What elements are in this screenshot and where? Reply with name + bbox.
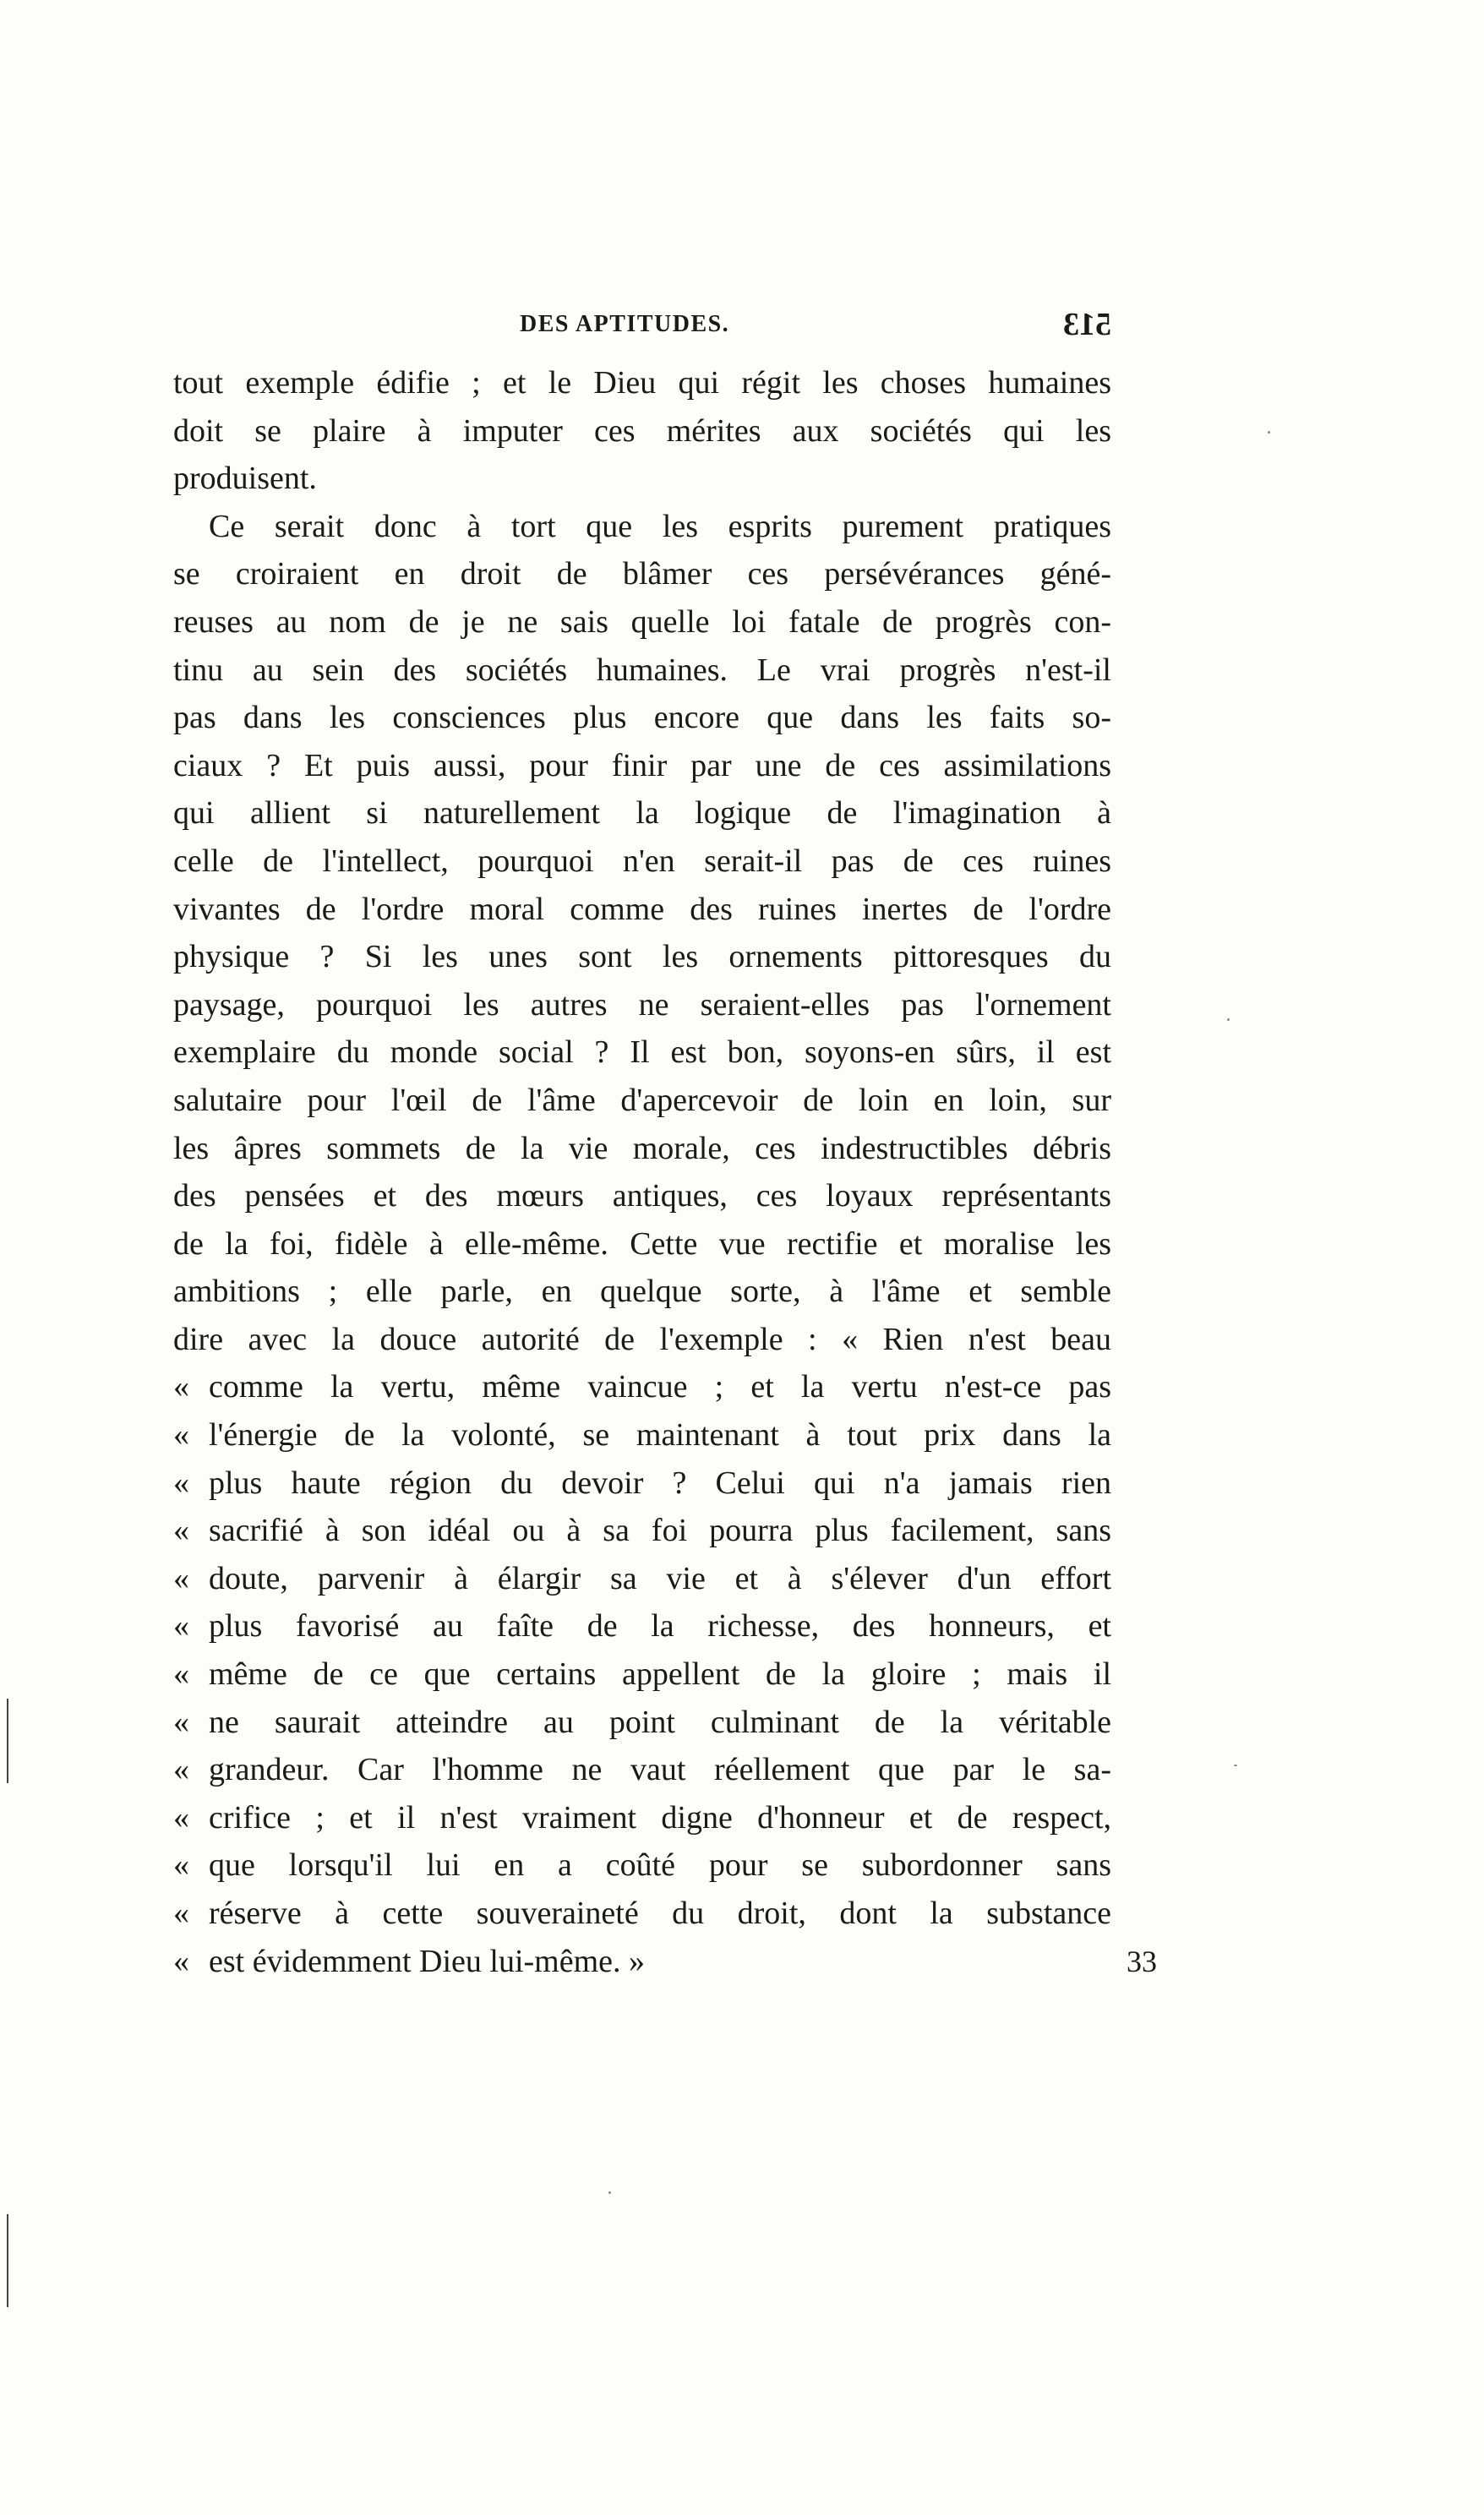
quoted-line [173,1459,1111,1508]
scan-speck [1268,431,1270,434]
text-line: se croiraient en droit de blâmer ces persévérances géné- [173,556,1111,592]
page-header [173,306,1111,348]
scan-edge-mark [7,1699,8,1783]
text-line: ambitions ; elle parle, en quelque sorte, à l'âme et semble [173,1274,1111,1310]
text-line: les âpres sommets de la vie morale, ces indestructibles débris [173,1130,1111,1166]
final-line [173,1938,1157,1986]
text-line: qui allient si naturellement la logique de l'imagination à [173,795,1111,832]
quote-mark: « [173,1799,189,1836]
scan-speck [1227,1018,1230,1021]
text-line: reuses au nom de je ne sais quelle loi fatale de progrès con- [173,603,1111,640]
scan-speck [1234,1765,1237,1766]
quoted-line [173,1363,1111,1411]
final-line-text: est évidemment Dieu lui-même. » [209,1943,646,1979]
quoted-line [173,1555,1111,1603]
quoted-line-text: l'énergie de la volonté, se maintenant à tout prix dans la [209,1417,1111,1454]
quote-mark: « [173,1465,189,1501]
quoted-line-text: réserve à cette souveraineté du droit, dont la substance [209,1896,1111,1931]
scan-edge-mark [7,2214,8,2307]
quoted-line [173,1794,1111,1842]
quoted-line-text: crifice ; et il n'est vraiment digne d'honneur et de respect, [209,1799,1111,1836]
quote-mark: « [173,1752,189,1788]
text-line: produisent. [173,461,317,497]
quotation-lines [173,1363,1111,1937]
quoted-line [173,1507,1111,1555]
quoted-line-text: sacrifié à son idéal ou à sa foi pourra plus facilement, sans [209,1513,1111,1549]
text-line: tout exemple édifie ; et le Dieu qui régit les choses humaines [173,365,1111,401]
text-line: ciaux ? Et puis aussi, pour finir par une de ces assimilations [173,747,1111,783]
quote-mark: « [173,1608,189,1645]
quote-mark: « [173,1656,189,1693]
text-line: Ce serait donc à tort que les esprits purement pratiques [209,508,1111,544]
text-line: paysage, pourquoi les autres ne seraient-elles pas l'ornement [173,986,1111,1023]
quoted-line [173,1746,1111,1794]
text-line: des pensées et des mœurs antiques, ces loyaux représentants [173,1178,1111,1214]
text-line: vivantes de l'ordre moral comme des ruines inertes de l'ordre [173,891,1111,927]
text-line: doit se plaire à imputer ces mérites aux sociétés qui les [173,412,1111,449]
quoted-line-text: ne saurait atteindre au point culminant de la véritable [209,1704,1111,1740]
quoted-line-text: plus favorisé au faîte de la richesse, des honneurs, et [209,1608,1111,1645]
quote-mark: « [173,1896,189,1931]
quote-mark: « [173,1417,189,1454]
quoted-line-text: comme la vertu, même vaincue ; et la vertu n'est-ce pas [209,1369,1111,1405]
text-line: dire avec la douce autorité de l'exemple : « Rien n'est beau [173,1321,1111,1357]
scan-speck [608,2191,611,2194]
text-line: pas dans les consciences plus encore que dans les faits so- [173,700,1111,736]
body-text [173,359,1157,1985]
quote-mark: « [173,1369,189,1405]
quoted-line [173,1699,1111,1747]
text-line: exemplaire du monde social ? Il est bon, soyons-en sûrs, il est [173,1034,1111,1071]
text-line: physique ? Si les unes sont les ornements pittoresques du [173,939,1111,975]
signature-mark: 33 [1127,1944,1157,1978]
quoted-line-text: doute, parvenir à élargir sa vie et à s'élever d'un effort [209,1560,1111,1596]
prose-lines [173,359,1111,1363]
text-line: salutaire pour l'œil de l'âme d'apercevoir de loin en loin, sur [173,1082,1111,1118]
text-line: tinu au sein des sociétés humaines. Le vrai progrès n'est-il [173,652,1111,688]
text-line: de la foi, fidèle à elle-même. Cette vue rectifie et moralise les [173,1225,1111,1262]
quoted-line [173,1411,1111,1459]
quoted-line-text: que lorsqu'il lui en a coûté pour se subordonner sans [209,1847,1111,1884]
quote-mark: « [173,1943,189,1979]
quoted-line [173,1602,1111,1650]
page-number: 513 [1063,307,1111,342]
quote-mark: « [173,1847,189,1884]
running-title: DES APTITUDES. [520,311,730,337]
text-line: celle de l'intellect, pourquoi n'en serait-il pas de ces ruines [173,843,1111,879]
quoted-line [173,1841,1111,1890]
quote-mark: « [173,1560,189,1596]
quote-mark: « [173,1513,189,1549]
quoted-line [173,1650,1111,1699]
quoted-line-text: grandeur. Car l'homme ne vaut réellement que par le sa- [209,1752,1111,1788]
quoted-line [173,1890,1111,1938]
quoted-line-text: même de ce que certains appellent de la gloire ; mais il [209,1656,1111,1693]
quoted-line-text: plus haute région du devoir ? Celui qui n'a jamais rien [209,1465,1111,1501]
quote-mark: « [173,1704,189,1740]
